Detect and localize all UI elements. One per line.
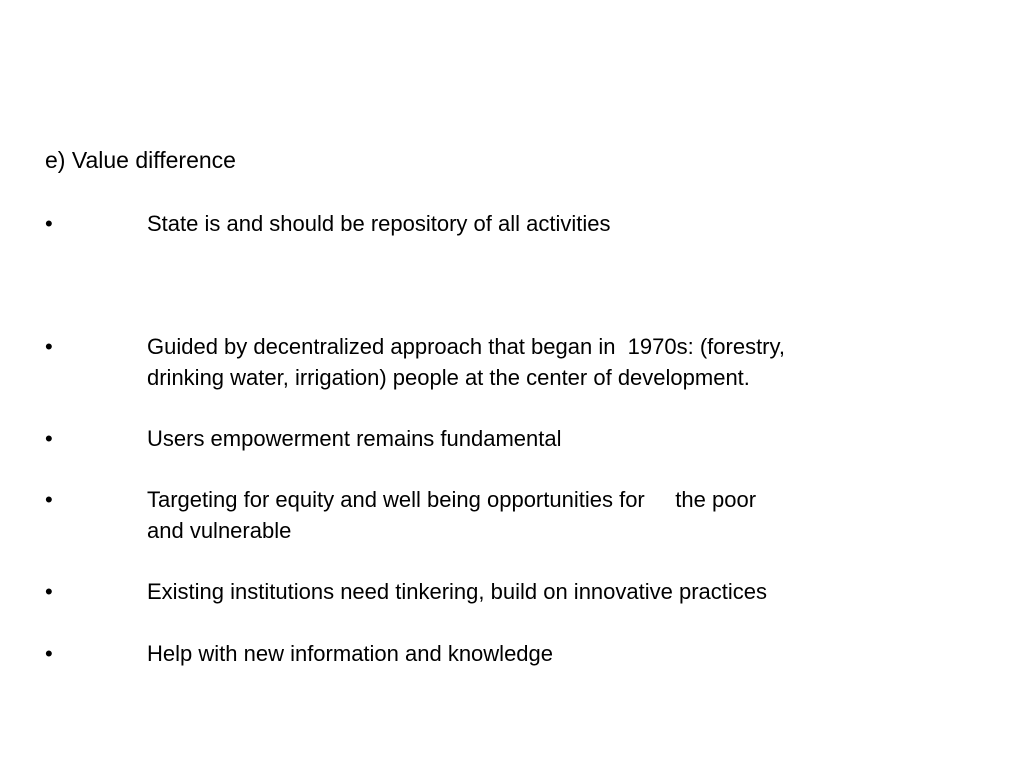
bullet-symbol: •: [45, 641, 53, 666]
bullet-symbol: •: [45, 426, 53, 451]
bullet-text: Users empowerment remains fundamental: [147, 426, 562, 451]
slide-heading: e) Value difference: [45, 147, 236, 173]
bullet-text: Help with new information and knowledge: [147, 641, 554, 666]
bullet-symbol: •: [45, 211, 53, 236]
bullet-text: Existing institutions need tinkering, build on innovative practices: [147, 579, 768, 604]
bullet-text: State is and should be repository of all activities: [147, 211, 611, 236]
bullet-text: Guided by decentralized approach that began in 1970s: (forestry, drinking water, irrigation) people at the center of development.: [147, 334, 785, 390]
bullet-symbol: •: [45, 334, 53, 359]
bullet-symbol: •: [45, 487, 53, 512]
bullet-symbol: •: [45, 579, 53, 604]
bullet-text: Targeting for equity and well being opportunities for the poor and vulnerable: [147, 487, 757, 543]
